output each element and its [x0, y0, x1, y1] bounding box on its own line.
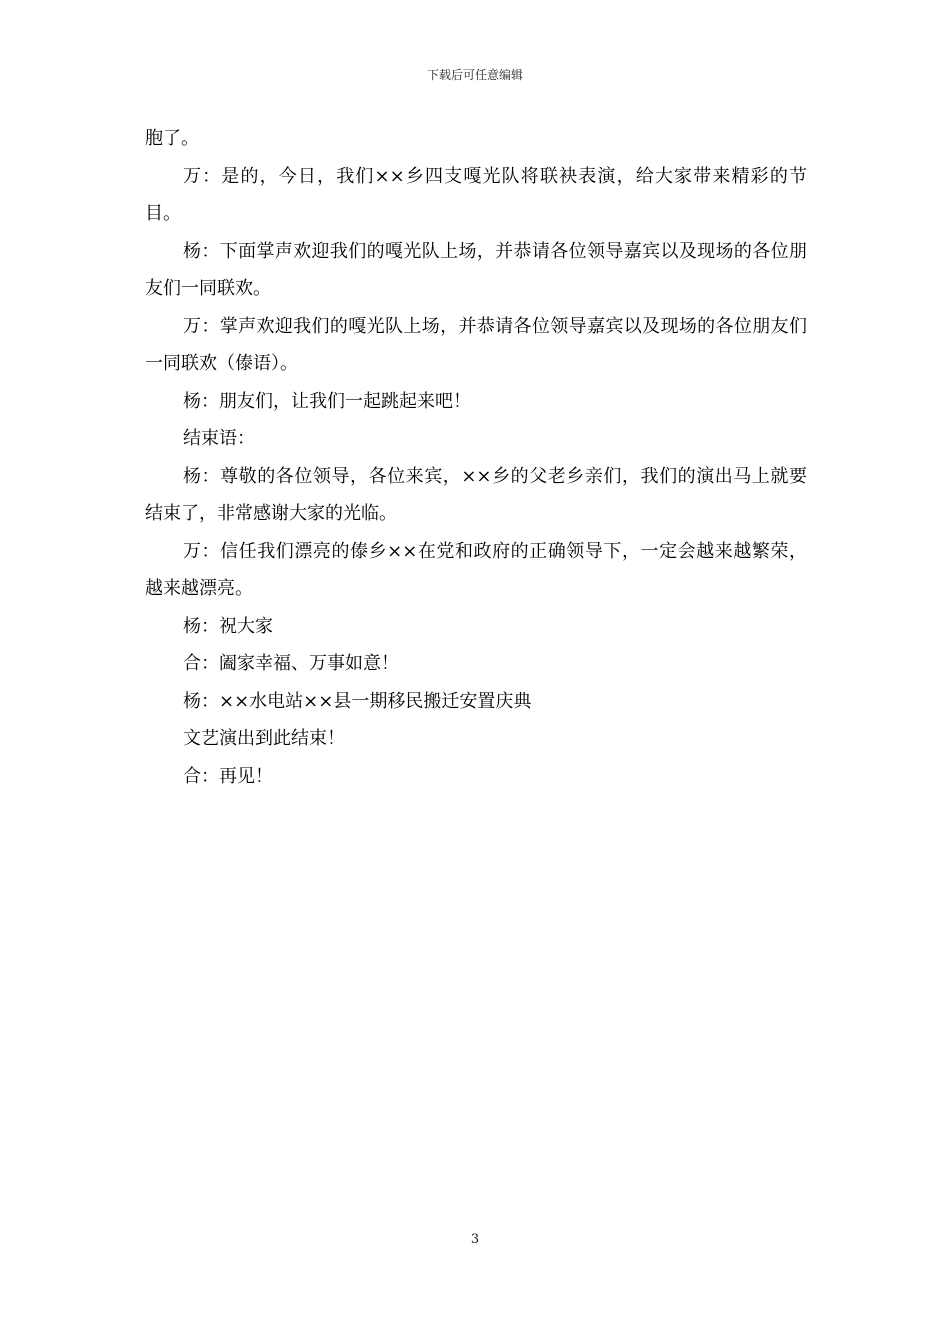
paragraph-12: 文艺演出到此结束！ [183, 728, 345, 749]
paragraph-4: 万：掌声欢迎我们的嘎光队上场，并恭请各位领导嘉宾以及现场的各位朋友们一同联欢（傣语）。 [145, 315, 807, 374]
paragraph-8: 万：信任我们漂亮的傣乡××在党和政府的正确领导下，一定会越来越繁荣，越来越漂亮。 [145, 540, 807, 599]
paragraph-closing-heading: 结束语： [183, 428, 255, 449]
paragraph-9: 杨：祝大家 [183, 615, 273, 637]
paragraph-3: 杨：下面掌声欢迎我们的嘎光队上场，并恭请各位领导嘉宾以及现场的各位朋友们一同联欢。 [145, 240, 807, 299]
page-header: 下载后可任意编辑 [426, 68, 523, 82]
page-number: 3 [470, 1232, 480, 1247]
document-body [145, 120, 807, 795]
paragraph-7: 杨：尊敬的各位领导，各位来宾，××乡的父老乡亲们，我们的演出马上就要结束了，非常感谢大家的光临。 [145, 465, 807, 524]
paragraph-1: 胞了。 [145, 128, 199, 149]
paragraph-13: 合：再见！ [183, 765, 273, 787]
paragraph-10: 合：阖家幸福、万事如意！ [183, 653, 399, 674]
paragraph-2: 万：是的，今日，我们××乡四支嘎光队将联袂表演，给大家带来精彩的节目。 [145, 165, 807, 224]
paragraph-5: 杨：朋友们，让我们一起跳起来吧！ [183, 390, 471, 412]
paragraph-11: 杨：××水电站××县一期移民搬迁安置庆典 [183, 690, 532, 712]
